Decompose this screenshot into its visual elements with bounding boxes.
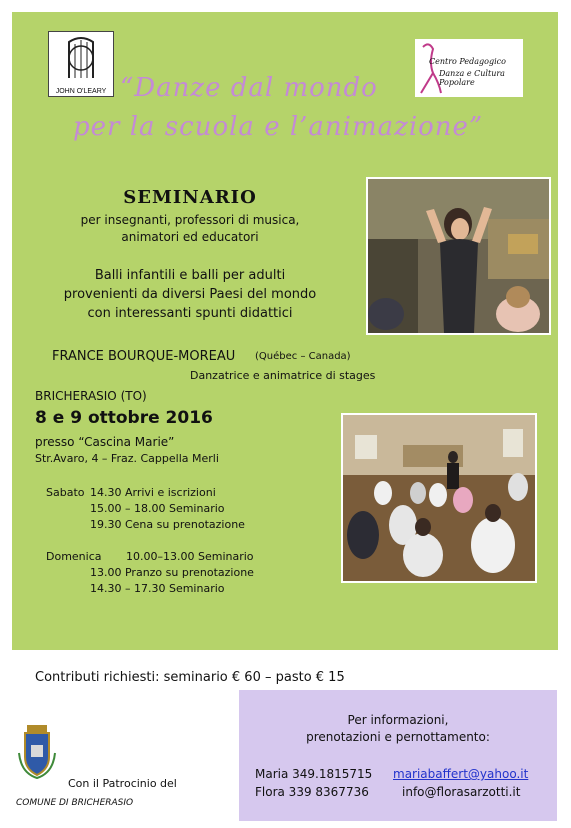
audience-line-1: per insegnanti, professori di musica,	[80, 213, 300, 227]
sunday-item: 10.00–13.00 Seminario	[126, 550, 254, 563]
seminar-heading: SEMINARIO	[123, 187, 257, 208]
sunday-label: Domenica	[46, 550, 102, 563]
photo-class	[341, 413, 537, 583]
logo-text-2: Danza e Cultura Popolare	[439, 69, 505, 87]
logo-text-1: Centro Pedagogico	[429, 57, 506, 66]
contact-box	[239, 690, 557, 821]
dancer-icon	[415, 39, 445, 97]
desc-line-3: con interessanti spunti didattici	[87, 306, 293, 321]
centro-pedagogico-logo	[415, 39, 523, 97]
event-city: BRICHERASIO (TO)	[35, 389, 147, 403]
john-oleary-logo	[48, 31, 114, 97]
audience-line-2: animatori ed educatori	[121, 230, 259, 244]
teacher-role: Danzatrice e animatrice di stages	[190, 369, 376, 382]
sunday-item: 14.30 – 17.30 Seminario	[90, 582, 225, 595]
maria-email-link[interactable]: mariabaffert@yahoo.it	[393, 767, 529, 781]
contact-heading-2: prenotazioni e pernottamento:	[306, 730, 490, 744]
desc-line-2: provenienti da diversi Paesi del mondo	[63, 287, 317, 302]
logo-caption: JOHN O'LEARY	[55, 88, 107, 95]
saturday-item: 19.30 Cena su prenotazione	[90, 518, 245, 531]
teacher-origin: (Québec – Canada)	[255, 351, 351, 362]
sunday-item: 13.00 Pranzo su prenotazione	[90, 566, 254, 579]
harp-icon	[49, 32, 113, 84]
contact-flora: Flora 339 8367736	[255, 785, 369, 799]
contact-maria: Maria 349.1815715	[255, 767, 373, 781]
event-venue: presso “Cascina Marie”	[35, 435, 175, 449]
title-line-1: “Danze dal mondo	[120, 73, 378, 103]
event-address: Str.Avaro, 4 – Fraz. Cappella Merli	[35, 452, 219, 465]
saturday-label: Sabato	[46, 486, 85, 499]
saturday-item: 14.30 Arrivi e iscrizioni	[90, 486, 216, 499]
patronage-line-2: COMUNE DI BRICHERASIO	[16, 798, 134, 808]
contact-heading-1: Per informazioni,	[347, 713, 449, 727]
desc-line-1: Balli infantili e balli per adulti	[94, 268, 286, 283]
flora-email[interactable]: info@florasarzotti.it	[402, 785, 521, 799]
event-dates: 8 e 9 ottobre 2016	[35, 408, 213, 428]
saturday-item: 15.00 – 18.00 Seminario	[90, 502, 225, 515]
title-line-2: per la scuola e l’animazione”	[73, 112, 484, 142]
patronage-line-1: Con il Patrocinio del	[68, 777, 177, 790]
fees-line: Contributi richiesti: seminario € 60 – pasto € 15	[35, 670, 345, 685]
photo-instructor	[366, 177, 551, 335]
teacher-name: FRANCE BOURQUE-MOREAU	[52, 349, 236, 364]
municipal-crest-icon	[15, 723, 59, 779]
